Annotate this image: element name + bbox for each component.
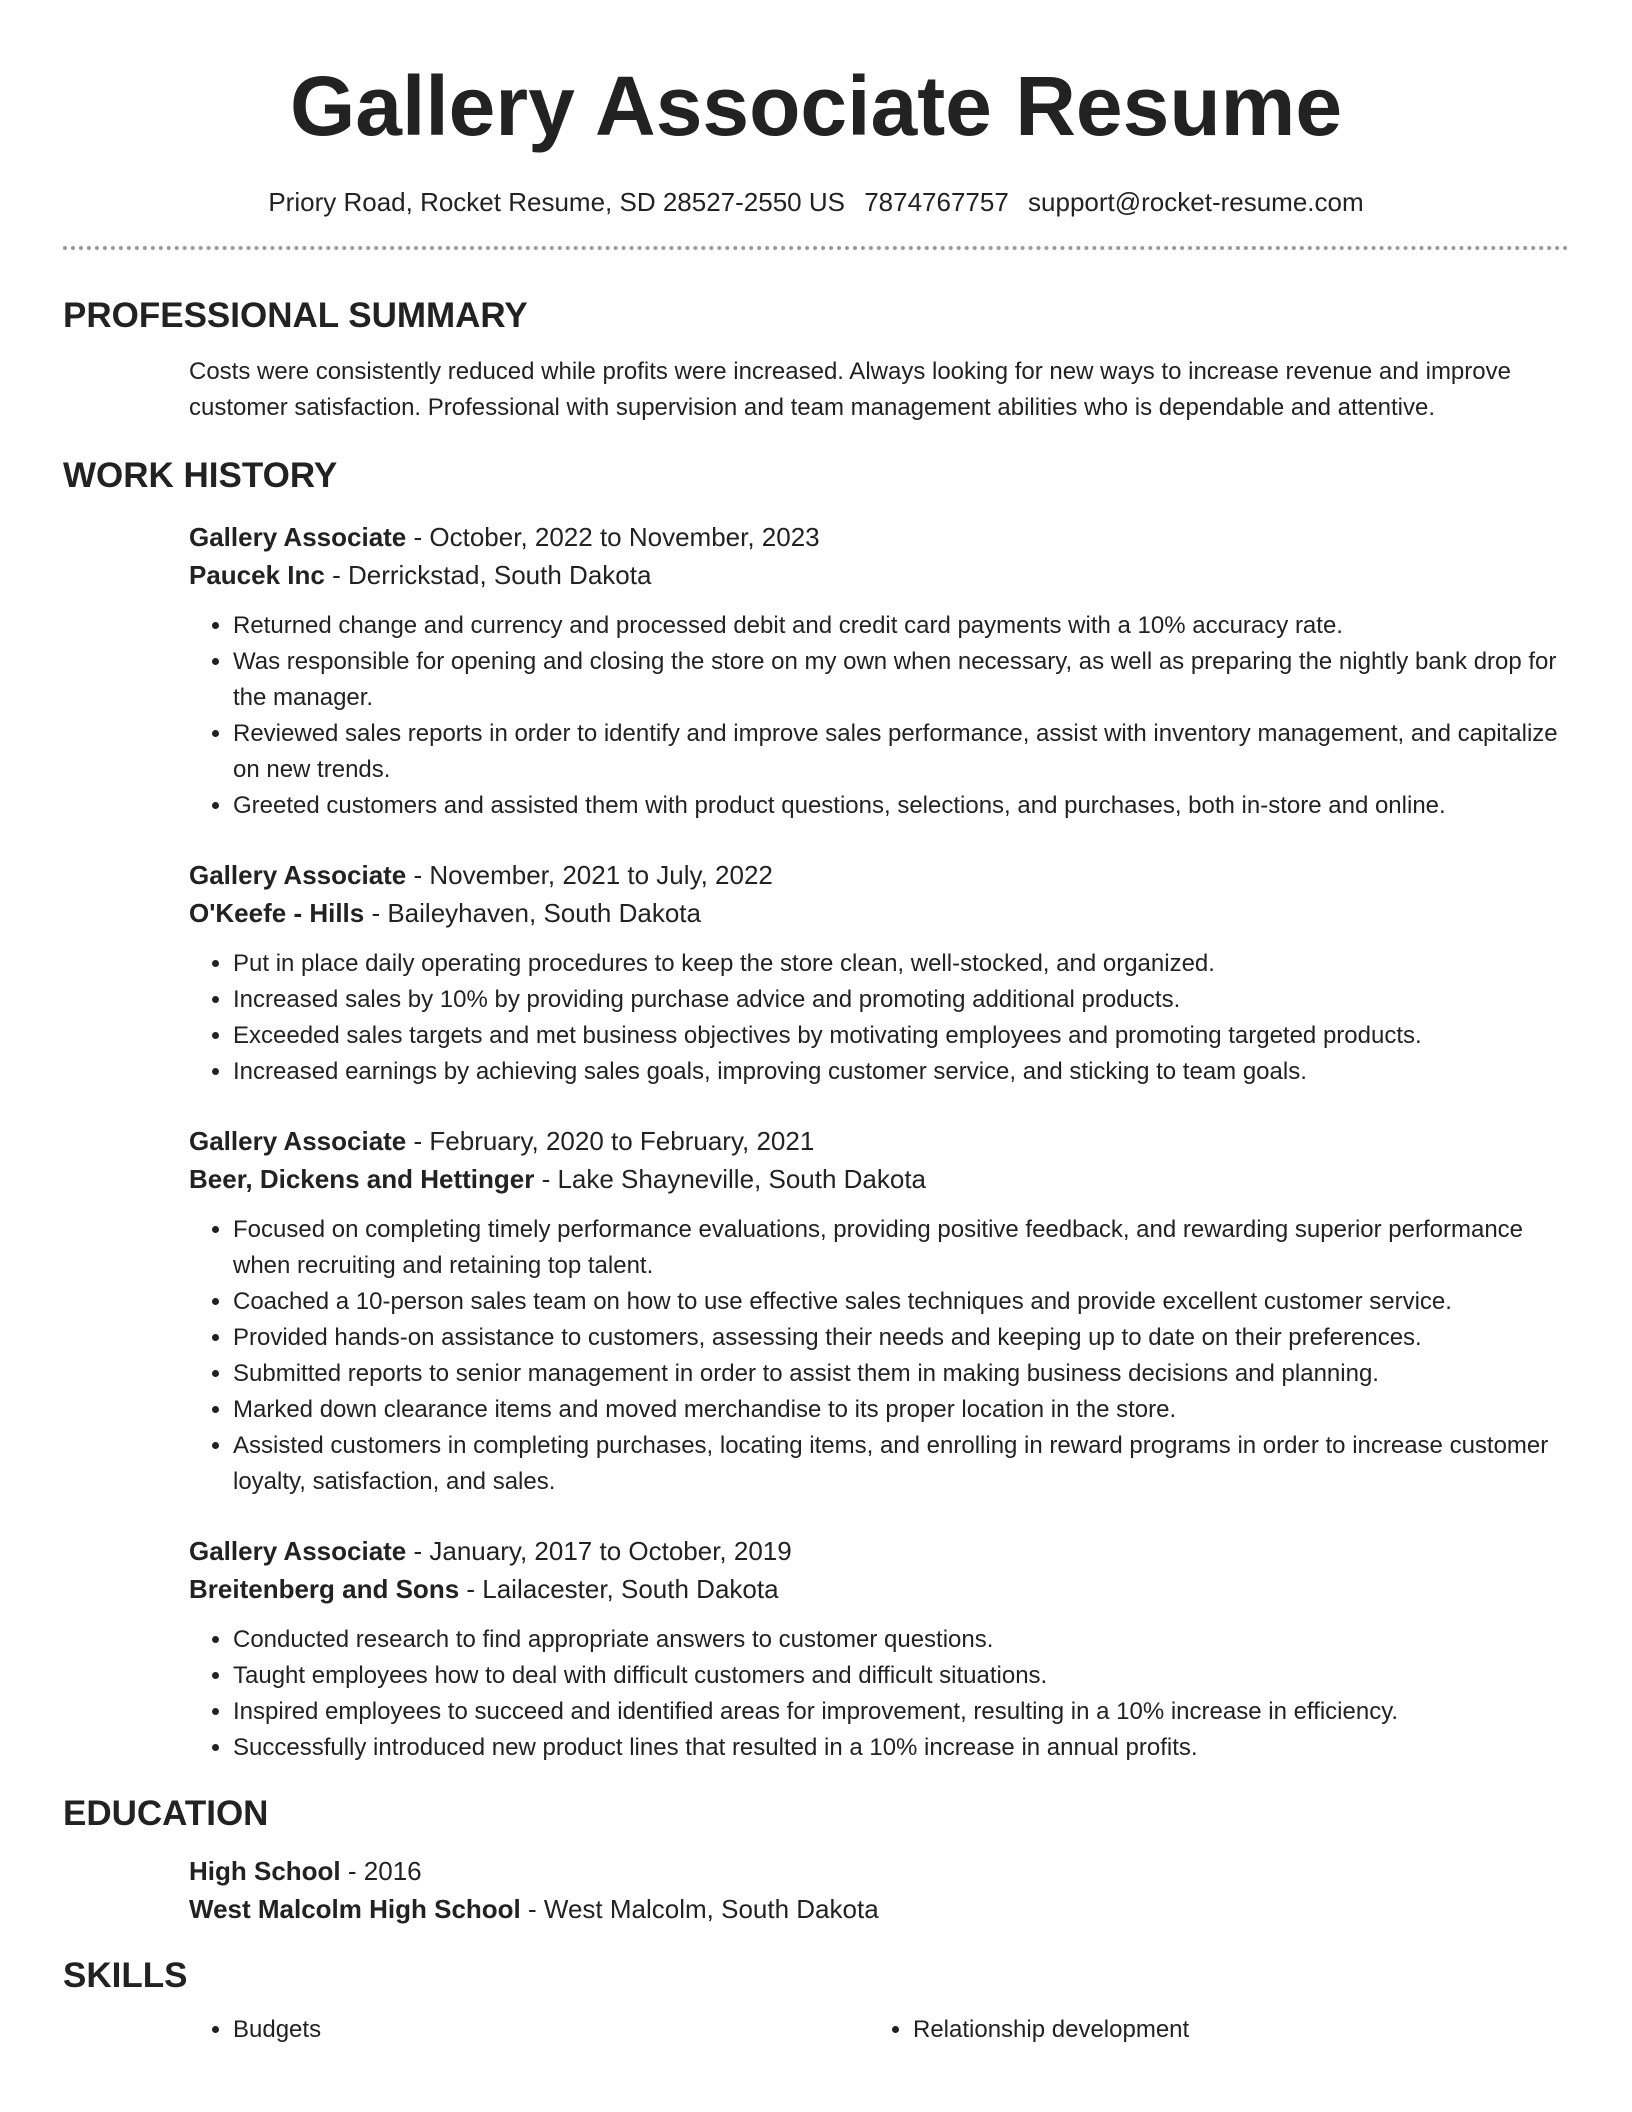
- job-bullet: • Returned change and currency and processed debit and credit card payments with a 10% accuracy rate.: [233, 608, 1569, 644]
- job-bullet: • Provided hands-on assistance to customers, assessing their needs and keeping up to date on their preferences.: [233, 1320, 1569, 1356]
- job-company: Breitenberg and Sons: [189, 1574, 460, 1604]
- job-bullets: [189, 608, 1569, 824]
- job-bullet: • Submitted reports to senior management in order to assist them in making business decisions and planning.: [233, 1356, 1569, 1392]
- job-role: Gallery Associate: [189, 860, 407, 890]
- summary-text: Costs were consistently reduced while profits were increased. Always looking for new ways to increase revenue and improve customer satisfaction. Professional with supervision and team management abilities who is dependable and attentive.: [189, 358, 1511, 421]
- job-bullet: • Successfully introduced new product lines that resulted in a 10% increase in annual profits.: [233, 1730, 1569, 1766]
- job-role: Gallery Associate: [189, 1536, 407, 1566]
- job-entry: [189, 518, 1569, 824]
- job-bullet: • Coached a 10-person sales team on how to use effective sales techniques and provide excellent customer service.: [233, 1284, 1569, 1320]
- job-location: - Lailacester, South Dakota: [459, 1574, 779, 1604]
- education-heading: EDUCATION: [63, 1794, 269, 1833]
- skills-list-left: [189, 2012, 869, 2048]
- job-company-line: [189, 556, 1569, 594]
- summary-section: [63, 294, 1569, 426]
- job-dates: - February, 2020 to February, 2021: [406, 1126, 815, 1156]
- job-company: Paucek Inc: [189, 560, 325, 590]
- job-bullet: • Greeted customers and assisted them with product questions, selections, and purchases, both in-store and online.: [233, 788, 1569, 824]
- education-school-line: [189, 1890, 1569, 1928]
- job-company-line: [189, 894, 1569, 932]
- job-bullet: • Reviewed sales reports in order to identify and improve sales performance, assist with inventory management, and capitalize on new trends.: [233, 716, 1569, 788]
- job-bullet: • Assisted customers in completing purchases, locating items, and enrolling in reward programs in order to increase customer loyalty, satisfaction, and sales.: [233, 1428, 1569, 1500]
- job-title-line: [189, 1532, 1569, 1570]
- education-degree-line: [189, 1852, 1569, 1890]
- job-bullet: • Inspired employees to succeed and identified areas for improvement, resulting in a 10% increase in efficiency.: [233, 1694, 1569, 1730]
- job-bullet: • Increased sales by 10% by providing purchase advice and promoting additional products.: [233, 982, 1569, 1018]
- header-divider: [63, 246, 1569, 250]
- job-bullets: [189, 1212, 1569, 1500]
- contact-email: support@rocket-resume.com: [1028, 187, 1364, 217]
- education-entry: [189, 1852, 1569, 1928]
- job-company: O'Keefe - Hills: [189, 898, 365, 928]
- skills-list-right: [869, 2012, 1549, 2048]
- resume-title: Gallery Associate Resume: [289, 59, 1343, 153]
- job-bullet: • Focused on completing timely performance evaluations, providing positive feedback, and rewarding superior performance when recruiting and retaining top talent.: [233, 1212, 1569, 1284]
- job-role: Gallery Associate: [189, 1126, 407, 1156]
- work-history-section: [63, 454, 1569, 1766]
- job-dates: - October, 2022 to November, 2023: [406, 522, 820, 552]
- contact-line: [63, 184, 1569, 220]
- job-title-line: [189, 856, 1569, 894]
- job-entry: [189, 856, 1569, 1090]
- job-bullets: [189, 1622, 1569, 1766]
- job-dates: - January, 2017 to October, 2019: [406, 1536, 792, 1566]
- job-location: - Lake Shayneville, South Dakota: [534, 1164, 927, 1194]
- job-bullet: • Marked down clearance items and moved merchandise to its proper location in the store.: [233, 1392, 1569, 1428]
- skills-heading: SKILLS: [63, 1956, 188, 1995]
- job-title-line: [189, 1122, 1569, 1160]
- skills-column-left: [189, 2012, 869, 2048]
- skill-item: • Relationship development: [913, 2012, 1549, 2048]
- skills-section: [63, 1954, 1569, 2048]
- education-school: West Malcolm High School: [189, 1894, 521, 1924]
- job-entry: [189, 1122, 1569, 1500]
- job-entry: [189, 1532, 1569, 1766]
- job-company: Beer, Dickens and Hettinger: [189, 1164, 535, 1194]
- work-history-heading: WORK HISTORY: [63, 456, 338, 495]
- education-section: [63, 1792, 1569, 1928]
- job-bullet: • Taught employees how to deal with difficult customers and difficult situations.: [233, 1658, 1569, 1694]
- job-bullet: • Conducted research to find appropriate answers to customer questions.: [233, 1622, 1569, 1658]
- education-location: - West Malcolm, South Dakota: [520, 1894, 879, 1924]
- summary-heading: PROFESSIONAL SUMMARY: [63, 296, 528, 335]
- job-bullet: • Exceeded sales targets and met business objectives by motivating employees and promoting targeted products.: [233, 1018, 1569, 1054]
- job-location: - Derrickstad, South Dakota: [324, 560, 652, 590]
- job-bullet: • Was responsible for opening and closing the store on my own when necessary, as well as preparing the nightly bank drop for the manager.: [233, 644, 1569, 716]
- job-bullet: • Increased earnings by achieving sales goals, improving customer service, and sticking to team goals.: [233, 1054, 1569, 1090]
- job-title-line: [189, 518, 1569, 556]
- job-dates: - November, 2021 to July, 2022: [406, 860, 773, 890]
- job-company-line: [189, 1160, 1569, 1198]
- job-role: Gallery Associate: [189, 522, 407, 552]
- job-bullet: • Put in place daily operating procedures to keep the store clean, well-stocked, and organized.: [233, 946, 1569, 982]
- contact-address: Priory Road, Rocket Resume, SD 28527-2550 US: [268, 187, 845, 217]
- skills-column-right: [869, 2012, 1549, 2048]
- education-degree: High School: [189, 1856, 341, 1886]
- job-location: - Baileyhaven, South Dakota: [364, 898, 701, 928]
- job-bullets: [189, 946, 1569, 1090]
- skill-item: • Budgets: [233, 2012, 869, 2048]
- job-company-line: [189, 1570, 1569, 1608]
- contact-phone: 7874767757: [864, 187, 1009, 217]
- skills-grid: [189, 2012, 1569, 2048]
- education-year: - 2016: [340, 1856, 422, 1886]
